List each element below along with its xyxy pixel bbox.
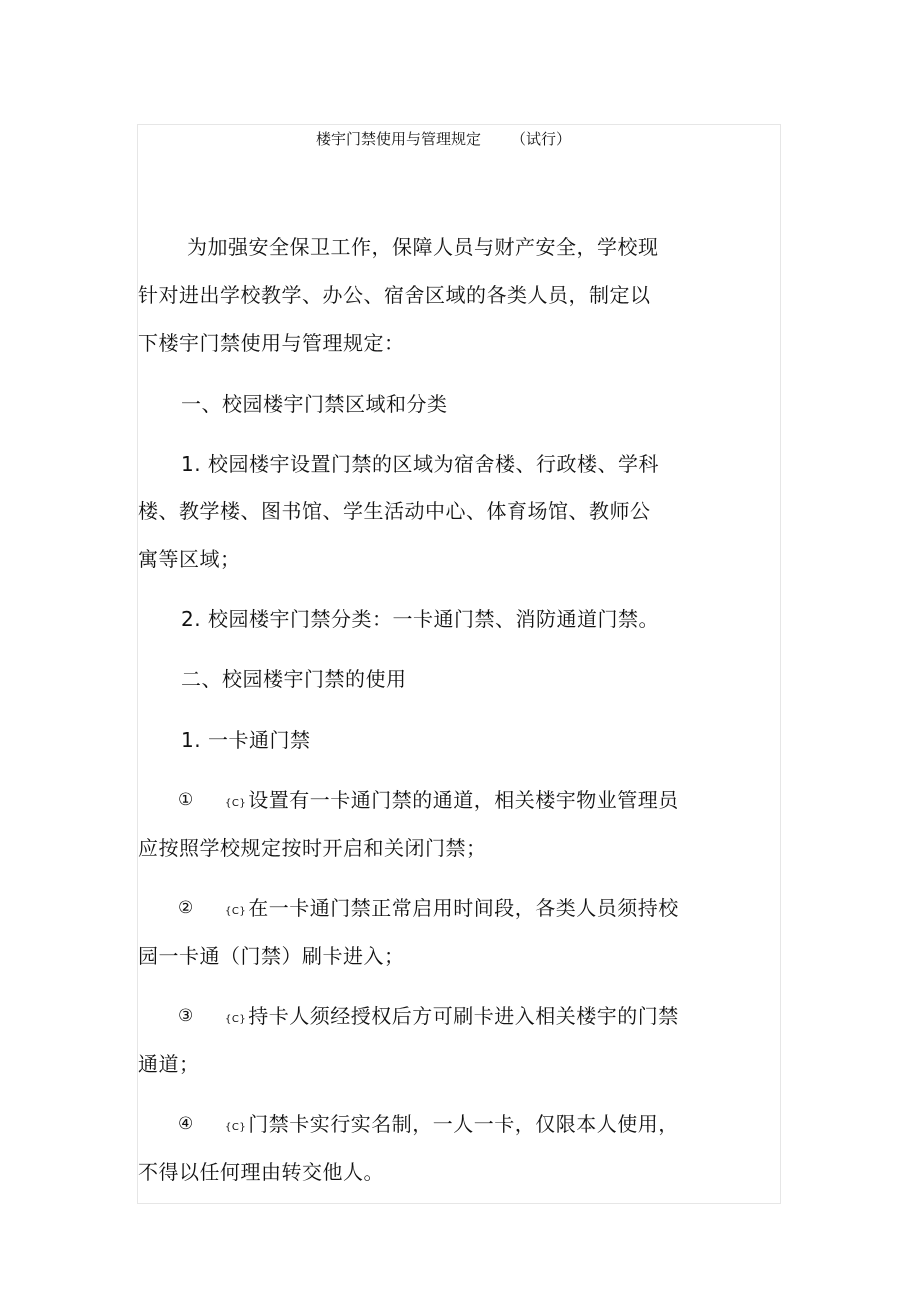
item1-marker: ① <box>178 790 194 810</box>
intro-line-3: 下楼宇门禁使用与管理规定： <box>138 331 405 355</box>
item1-text: 设置有一卡通门禁的通道，相关楼宇物业管理员 <box>248 788 679 812</box>
item3-text: 持卡人须经授权后方可刷卡进入相关楼宇的门禁 <box>248 1004 679 1028</box>
section1-heading: 一、校园楼宇门禁区域和分类 <box>181 392 448 416</box>
item3-tag: {C} <box>225 1014 247 1025</box>
title-text: 楼宇门禁使用与管理规定 <box>316 130 482 148</box>
item1-tag: {C} <box>225 798 247 809</box>
item4-text: 门禁卡实行实名制，一人一卡，仅限本人使用， <box>248 1112 679 1136</box>
item2-marker: ② <box>178 898 194 918</box>
item4-line-1 <box>225 1110 679 1142</box>
section2-sub1: 1. 一卡通门禁 <box>181 728 311 752</box>
item2-text: 在一卡通门禁正常启用时间段，各类人员须持校 <box>248 896 679 920</box>
section2-heading: 二、校园楼宇门禁的使用 <box>181 667 407 691</box>
section1-item1-line-1: 1. 校园楼宇设置门禁的区域为宿舍楼、行政楼、学科 <box>181 452 659 476</box>
title-subtitle: （试行） <box>511 130 572 148</box>
item4-line-2: 不得以任何理由转交他人。 <box>138 1160 384 1184</box>
item1-line-1 <box>225 786 679 818</box>
intro-line-2: 针对进出学校教学、办公、宿舍区域的各类人员，制定以 <box>138 283 651 307</box>
item3-line-1 <box>225 1002 679 1034</box>
item4-marker: ④ <box>178 1114 194 1134</box>
item1-line-2: 应按照学校规定按时开启和关闭门禁； <box>138 836 487 860</box>
document-title <box>316 128 571 150</box>
item3-marker: ③ <box>178 1006 194 1026</box>
item2-line-2: 园一卡通（门禁）刷卡进入； <box>138 944 405 968</box>
intro-line-1: 为加强安全保卫工作，保障人员与财产安全，学校现 <box>187 235 659 259</box>
item2-line-1 <box>225 894 679 926</box>
item2-tag: {C} <box>225 906 247 917</box>
section1-item2: 2. 校园楼宇门禁分类：一卡通门禁、消防通道门禁。 <box>181 607 659 631</box>
section1-item1-line-3: 寓等区域； <box>138 547 241 571</box>
item4-tag: {C} <box>225 1122 247 1133</box>
item3-line-2: 通道； <box>138 1052 200 1076</box>
section1-item1-line-2: 楼、教学楼、图书馆、学生活动中心、体育场馆、教师公 <box>138 499 651 523</box>
